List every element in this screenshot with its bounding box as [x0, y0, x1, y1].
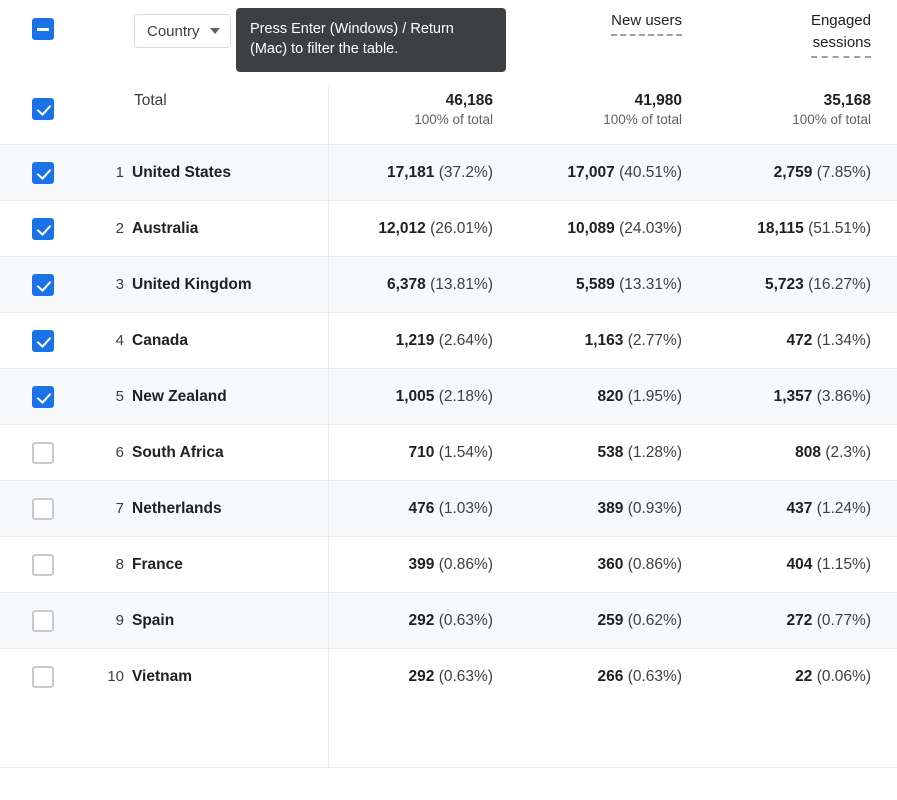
- row-rank-cell: [86, 500, 132, 518]
- row-metric-1-percent: (0.86%): [438, 555, 493, 573]
- total-metric-3-sub: 100% of total: [792, 112, 871, 127]
- header-metric-3-cell: [706, 10, 895, 58]
- row-metric-1-percent: (2.18%): [438, 387, 493, 405]
- row-metric-2-percent: (1.95%): [627, 387, 682, 405]
- header-metric-2-cell: [517, 10, 706, 36]
- row-metric-2-value: 17,007: [567, 163, 615, 181]
- row-dimension-cell: [132, 220, 328, 238]
- row-metric-3-percent: (1.24%): [816, 499, 871, 517]
- row-rank-cell: [86, 388, 132, 406]
- row-checkbox[interactable]: [32, 162, 54, 184]
- row-metric-1: [328, 500, 517, 518]
- total-row-label-cell: [132, 92, 328, 110]
- row-metric-3-percent: (7.85%): [816, 163, 871, 181]
- row-metric-3-percent: (1.15%): [816, 555, 871, 573]
- table-row[interactable]: [0, 424, 897, 480]
- row-metric-1-percent: (0.63%): [438, 611, 493, 629]
- row-checkbox[interactable]: [32, 386, 54, 408]
- row-rank-cell: [86, 332, 132, 350]
- total-metric-3: [706, 92, 895, 127]
- table-bottom-border: [0, 767, 897, 768]
- table-row[interactable]: [0, 312, 897, 368]
- row-metric-1: [328, 556, 517, 574]
- row-checkbox-cell: [0, 162, 86, 184]
- row-rank: 5: [115, 387, 124, 405]
- row-metric-2: [517, 556, 706, 574]
- row-metric-3-value: 1,357: [773, 387, 813, 405]
- row-checkbox-cell: [0, 554, 86, 576]
- total-label: Total: [134, 92, 167, 109]
- row-country-name[interactable]: United Kingdom: [132, 275, 252, 293]
- row-metric-1: [328, 164, 517, 182]
- row-metric-3-percent: (0.77%): [816, 611, 871, 629]
- row-metric-2-percent: (0.86%): [627, 555, 682, 573]
- table-row[interactable]: [0, 200, 897, 256]
- row-metric-2-percent: (0.62%): [627, 611, 682, 629]
- total-row-checkbox-cell: [0, 92, 86, 120]
- row-metric-2-percent: (40.51%): [619, 163, 682, 181]
- row-metric-1-value: 292: [408, 611, 435, 629]
- row-checkbox[interactable]: [32, 610, 54, 632]
- row-metric-3-value: 272: [786, 611, 813, 629]
- select-all-checkbox[interactable]: [32, 18, 54, 40]
- table-row[interactable]: [0, 480, 897, 536]
- row-metric-2-value: 259: [597, 611, 624, 629]
- keyboard-hint-tooltip: Press Enter (Windows) / Return (Mac) to filter the table.: [236, 8, 506, 72]
- row-dimension-cell: [132, 388, 328, 406]
- row-rank: 4: [115, 331, 124, 349]
- row-metric-2-percent: (13.31%): [619, 275, 682, 293]
- row-metric-2-percent: (0.63%): [627, 667, 682, 685]
- row-metric-3: [706, 500, 895, 518]
- row-metric-1: [328, 668, 517, 686]
- row-metric-2-value: 266: [597, 667, 624, 685]
- row-metric-2-value: 1,163: [584, 331, 624, 349]
- table-row[interactable]: [0, 368, 897, 424]
- row-metric-2: [517, 220, 706, 238]
- row-metric-1-value: 292: [408, 667, 435, 685]
- chevron-down-icon: [210, 28, 220, 34]
- table-total-row: [0, 86, 897, 144]
- row-metric-2: [517, 164, 706, 182]
- row-checkbox[interactable]: [32, 442, 54, 464]
- row-metric-3-value: 808: [795, 443, 822, 461]
- row-metric-2-value: 389: [597, 499, 624, 517]
- row-country-name[interactable]: Spain: [132, 611, 175, 629]
- table-row[interactable]: [0, 648, 897, 704]
- row-metric-2: [517, 332, 706, 350]
- row-metric-1-value: 1,219: [395, 331, 435, 349]
- row-metric-3: [706, 556, 895, 574]
- row-metric-3: [706, 612, 895, 630]
- row-metric-1: [328, 612, 517, 630]
- row-metric-2-percent: (1.28%): [627, 443, 682, 461]
- row-metric-3-value: 18,115: [757, 219, 804, 237]
- table-body: [0, 144, 897, 704]
- row-dimension-cell: [132, 612, 328, 630]
- row-checkbox-cell: [0, 666, 86, 688]
- row-dimension-cell: [132, 332, 328, 350]
- row-metric-1-percent: (0.63%): [438, 667, 493, 685]
- row-rank-cell: [86, 276, 132, 294]
- total-metric-1: [328, 92, 517, 127]
- row-dimension-cell: [132, 500, 328, 518]
- table-header-row: [0, 0, 897, 86]
- dimension-select-label: Country: [147, 22, 200, 40]
- row-metric-2: [517, 668, 706, 686]
- row-dimension-cell: [132, 444, 328, 462]
- row-checkbox-cell: [0, 274, 86, 296]
- row-rank: 3: [115, 275, 124, 293]
- row-rank-cell: [86, 444, 132, 462]
- total-metric-3-value: 35,168: [823, 92, 871, 109]
- row-metric-2-value: 10,089: [567, 219, 615, 237]
- row-metric-1-value: 399: [408, 555, 435, 573]
- row-metric-3-percent: (1.34%): [816, 331, 871, 349]
- row-metric-2-value: 538: [597, 443, 624, 461]
- row-dimension-cell: [132, 276, 328, 294]
- row-metric-1-percent: (2.64%): [438, 331, 493, 349]
- row-dimension-cell: [132, 668, 328, 686]
- row-metric-1-value: 476: [408, 499, 435, 517]
- total-metric-2-sub: 100% of total: [603, 112, 682, 127]
- row-metric-3-value: 404: [786, 555, 813, 573]
- row-checkbox-cell: [0, 330, 86, 352]
- table-row[interactable]: [0, 536, 897, 592]
- row-rank-cell: [86, 164, 132, 182]
- row-checkbox[interactable]: [32, 666, 54, 688]
- row-metric-1-value: 6,378: [386, 275, 426, 293]
- row-metric-3-percent: (16.27%): [808, 275, 871, 293]
- row-rank: 10: [107, 667, 124, 685]
- dimension-select[interactable]: [134, 14, 231, 48]
- row-metric-2: [517, 276, 706, 294]
- row-metric-3: [706, 332, 895, 350]
- row-metric-3: [706, 164, 895, 182]
- row-rank: 7: [115, 499, 124, 517]
- row-rank: 2: [115, 219, 124, 237]
- row-metric-1: [328, 220, 517, 238]
- row-rank: 9: [115, 611, 124, 629]
- metric-header-engaged-line1: Engaged: [810, 12, 871, 29]
- row-metric-3-percent: (0.06%): [816, 667, 871, 685]
- row-metric-3-value: 472: [786, 331, 813, 349]
- row-checkbox[interactable]: [32, 498, 54, 520]
- row-rank-cell: [86, 612, 132, 630]
- row-metric-2: [517, 388, 706, 406]
- row-metric-2-value: 360: [597, 555, 624, 573]
- row-metric-1-percent: (1.03%): [438, 499, 493, 517]
- row-metric-1-value: 1,005: [395, 387, 435, 405]
- table-row[interactable]: [0, 144, 897, 200]
- row-country-name[interactable]: Netherlands: [132, 499, 222, 517]
- row-rank-cell: [86, 220, 132, 238]
- row-metric-2-percent: (2.77%): [627, 331, 682, 349]
- row-rank-cell: [86, 556, 132, 574]
- row-metric-1-value: 710: [408, 443, 435, 461]
- row-metric-1: [328, 276, 517, 294]
- row-metric-2-percent: (24.03%): [619, 219, 682, 237]
- table-row[interactable]: [0, 256, 897, 312]
- row-checkbox-cell: [0, 498, 86, 520]
- row-checkbox-cell: [0, 218, 86, 240]
- row-metric-3: [706, 388, 895, 406]
- table-row[interactable]: [0, 592, 897, 648]
- row-country-name[interactable]: United States: [132, 163, 232, 181]
- total-metric-2: [517, 92, 706, 127]
- row-metric-1: [328, 332, 517, 350]
- row-metric-1-percent: (13.81%): [430, 275, 493, 293]
- row-metric-2: [517, 444, 706, 462]
- row-rank: 6: [115, 443, 124, 461]
- total-row-checkbox[interactable]: [32, 98, 54, 120]
- row-metric-3-value: 22: [795, 667, 813, 685]
- row-country-name[interactable]: Vietnam: [132, 667, 193, 685]
- row-metric-3-percent: (51.51%): [808, 219, 871, 237]
- row-checkbox[interactable]: [32, 218, 54, 240]
- metric-header-new-users[interactable]: New users: [611, 10, 682, 36]
- row-metric-3: [706, 444, 895, 462]
- row-metric-3: [706, 220, 895, 238]
- column-divider: [328, 86, 329, 767]
- metric-header-engaged-line2: sessions: [812, 34, 871, 51]
- row-checkbox-cell: [0, 610, 86, 632]
- row-checkbox[interactable]: [32, 274, 54, 296]
- row-metric-1-percent: (1.54%): [438, 443, 493, 461]
- row-country-name[interactable]: Australia: [132, 219, 199, 237]
- total-metric-1-value: 46,186: [445, 92, 493, 109]
- row-checkbox-cell: [0, 386, 86, 408]
- row-metric-1-value: 12,012: [378, 219, 426, 237]
- row-checkbox[interactable]: [32, 554, 54, 576]
- row-metric-2-value: 820: [597, 387, 624, 405]
- row-metric-2-value: 5,589: [575, 275, 615, 293]
- row-metric-1-value: 17,181: [386, 163, 435, 181]
- row-dimension-cell: [132, 164, 328, 182]
- row-metric-1-percent: (26.01%): [430, 219, 493, 237]
- row-checkbox[interactable]: [32, 330, 54, 352]
- total-metric-2-value: 41,980: [634, 92, 682, 109]
- header-select-all-cell: [0, 10, 86, 40]
- row-metric-3-value: 437: [786, 499, 813, 517]
- row-metric-1-percent: (37.2%): [438, 163, 493, 181]
- row-metric-1: [328, 388, 517, 406]
- row-rank-cell: [86, 668, 132, 686]
- row-metric-2-percent: (0.93%): [627, 499, 682, 517]
- row-metric-3-value: 2,759: [773, 163, 813, 181]
- row-dimension-cell: [132, 556, 328, 574]
- row-country-name[interactable]: South Africa: [132, 443, 224, 461]
- row-metric-1: [328, 444, 517, 462]
- row-checkbox-cell: [0, 442, 86, 464]
- row-rank: 1: [115, 163, 124, 181]
- row-metric-3-percent: (3.86%): [816, 387, 871, 405]
- total-metric-1-sub: 100% of total: [414, 112, 493, 127]
- row-metric-3-value: 5,723: [764, 275, 804, 293]
- metric-header-engaged-sessions[interactable]: [811, 10, 871, 58]
- row-metric-3: [706, 276, 895, 294]
- row-rank: 8: [115, 555, 124, 573]
- row-metric-3: [706, 668, 895, 686]
- row-country-name[interactable]: New Zealand: [132, 387, 227, 405]
- row-metric-3-percent: (2.3%): [825, 443, 871, 461]
- row-country-name[interactable]: Canada: [132, 331, 188, 349]
- row-country-name[interactable]: France: [132, 555, 183, 573]
- row-metric-2: [517, 500, 706, 518]
- row-metric-2: [517, 612, 706, 630]
